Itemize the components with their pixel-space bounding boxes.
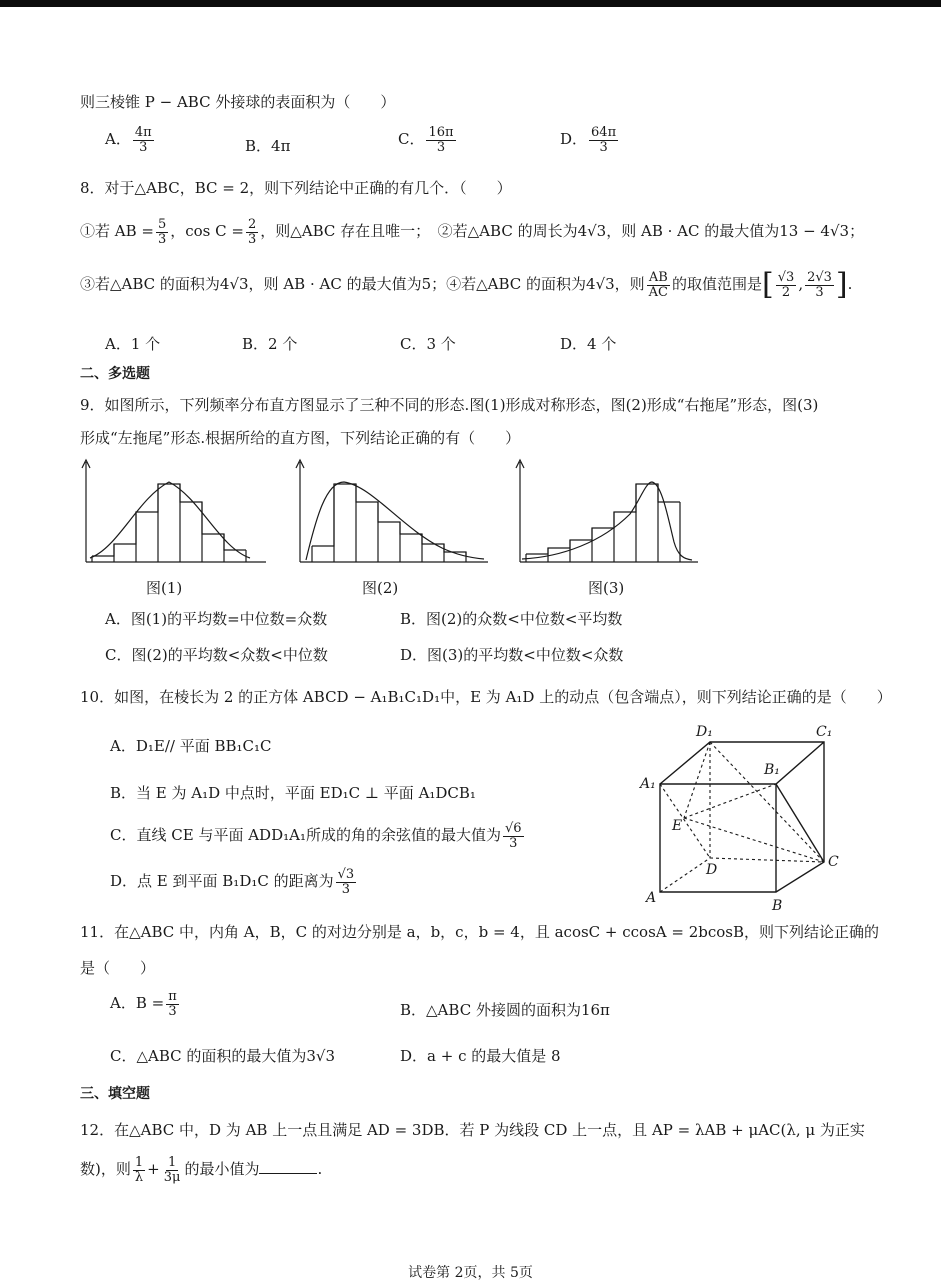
figure-caption-3: 图(3) xyxy=(588,579,625,597)
q11-line1: 11．在△ABC 中，内角 A，B，C 的对边分别是 a，b，c，b = 4，且 acosC + ccosA = 2bcosB，则下列结论正确的 xyxy=(80,923,880,941)
answer-blank xyxy=(259,1159,317,1174)
q11-option-b: B．△ABC 外接圆的面积为16π xyxy=(400,1001,610,1019)
q12-line2: 数)，则 $\frac{1}{\lambda}$ + $\frac{1}{3\mu}$ 的最小值为 . xyxy=(80,1155,323,1185)
histogram-figure-2 xyxy=(292,458,492,568)
q7-option-a: A． $\frac{4\pi}{3}$ xyxy=(105,125,152,155)
q10-option-b: B．当 E 为 A₁D 中点时，平面 ED₁C ⊥ 平面 A₁DCB₁ xyxy=(110,784,476,802)
q8-line1: ①若 AB = $\frac{5}{3}$ ，cos C = $\frac{2}{3}$ ，则△ABC 存在且唯一； ②若△ABC 的周长为4√3，则 AB · AC 的最大值为13 − 4√3； xyxy=(80,217,865,247)
q11-option-c: C．△ABC 的面积的最大值为3√3 xyxy=(110,1047,336,1065)
cube-label-a1: A₁ xyxy=(640,776,656,792)
q12-line1: 12．在△ABC 中，D 为 AB 上一点且满足 AD = 3DB．若 P 为线段 CD 上一点，且 AP = λAB + μAC(λ, μ 为正实 xyxy=(80,1121,865,1139)
cube-label-d1: D₁ xyxy=(696,724,713,740)
section-heading-multiple-choice: 二、多选题 xyxy=(80,366,150,382)
q10-option-c: C．直线 CE 与平面 ADD₁A₁所成的角的余弦值的最大值为 $\frac{√6}{3}$ xyxy=(110,821,522,851)
q9-option-a: A．图(1)的平均数=中位数=众数 xyxy=(105,610,328,628)
cube-label-e: E xyxy=(672,818,683,834)
cube-label-b: B xyxy=(772,898,783,914)
q7-stem: 则三棱锥 P − ABC 外接球的表面积为（ ） xyxy=(80,93,396,111)
q9-option-b: B．图(2)的众数<中位数<平均数 xyxy=(400,610,623,628)
q10-stem: 10．如图，在棱长为 2 的正方体 ABCD − A₁B₁C₁D₁中，E 为 A₁D 上的动点（包含端点），则下列结论正确的是（ ） xyxy=(80,688,892,706)
cube-diagram xyxy=(636,718,846,916)
q11-option-d: D．a + c 的最大值是 8 xyxy=(400,1047,561,1065)
q8-option-b: B．2 个 xyxy=(242,335,298,353)
cube-label-c1: C₁ xyxy=(816,724,833,740)
q11-line2: 是（ ） xyxy=(80,959,156,977)
q10-option-a: A．D₁E// 平面 BB₁C₁C xyxy=(110,737,272,755)
q8-stem: 8．对于△ABC，BC = 2，则下列结论中正确的有几个．（ ） xyxy=(80,179,512,197)
section-heading-fill-in: 三、填空题 xyxy=(80,1086,150,1102)
q7-option-b: B．4π xyxy=(245,137,291,155)
q8-option-c: C．3 个 xyxy=(400,335,456,353)
q7-option-d: D． $\frac{64\pi}{3}$ xyxy=(560,125,617,155)
q9-line1: 9．如图所示，下列频率分布直方图显示了三种不同的形态.图(1)形成对称形态，图(2)形成“右拖尾”形态，图(3) xyxy=(80,396,819,414)
q8-option-a: A．1 个 xyxy=(105,335,161,353)
figure-caption-1: 图(1) xyxy=(146,579,183,597)
cube-label-d: D xyxy=(706,862,718,878)
cube-label-b1: B₁ xyxy=(764,762,780,778)
figure-caption-2: 图(2) xyxy=(362,579,399,597)
q9-option-c: C．图(2)的平均数<众数<中位数 xyxy=(105,646,328,664)
q9-option-d: D．图(3)的平均数<中位数<众数 xyxy=(400,646,624,664)
q7-option-c: C． $\frac{16\pi}{3}$ xyxy=(398,125,454,155)
q8-line2: ③若△ABC 的面积为4√3，则 AB · AC 的最大值为5；④若△ABC 的面积为4√3，则 $\frac{AB}{AC}$ 的取值范围是[ $\frac{√3}{2}$ , $\frac{2√3}{3}$ ]. xyxy=(80,267,853,302)
histogram-figure-1 xyxy=(78,458,268,568)
histogram-figure-3 xyxy=(512,458,702,568)
top-dark-bar xyxy=(0,0,941,7)
q11-option-a: A．B = $\frac{\pi}{3}$ xyxy=(110,989,177,1019)
q10-option-d: D．点 E 到平面 B₁D₁C 的距离为 $\frac{√3}{3}$ xyxy=(110,867,355,897)
q9-line2: 形成“左拖尾”形态.根据所给的直方图，下列结论正确的有（ ） xyxy=(80,429,521,447)
cube-label-a: A xyxy=(646,890,657,906)
q8-option-d: D．4 个 xyxy=(560,335,617,353)
cube-label-c: C xyxy=(828,854,839,870)
page-footer: 试卷第 2页，共 5页 xyxy=(408,1265,533,1281)
